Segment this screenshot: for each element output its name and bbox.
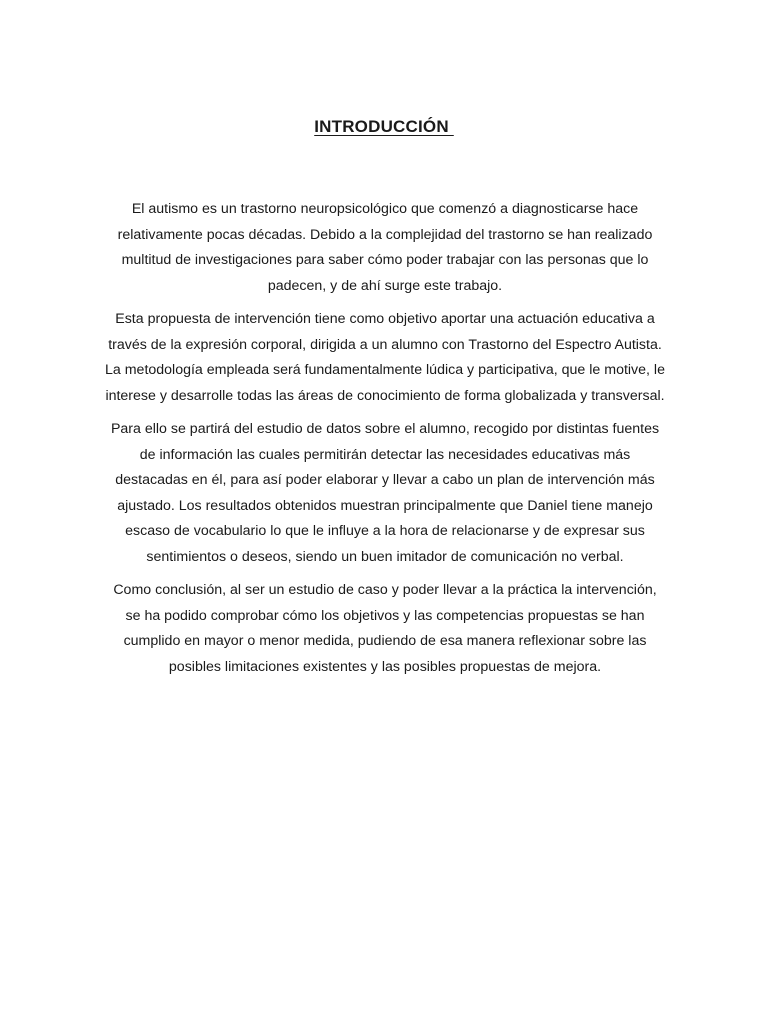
document-body (105, 197, 665, 688)
page-title: INTRODUCCIÓN (314, 117, 454, 136)
paragraph-method: Para ello se partirá del estudio de datos sobre el alumno, recogido por distintas fuentes de información las cuales permitirán detectar las necesidades educativas más destacadas en él, para así poder elaborar y llevar a cabo un plan de intervención más ajustado. Los resultados obtenidos muestran principalmente que Daniel tiene manejo escaso de vocabulario lo que le influye a la hora de relacionarse y de expresar sus sentimientos o deseos, siendo un buen imitador de comunicación no verbal. (110, 421, 660, 565)
paragraph-intro: El autismo es un trastorno neuropsicológico que comenzó a diagnosticarse hace relativamente pocas décadas. Debido a la complejidad del trastorno se han realizado multitud de investigaciones para saber cómo poder trabajar con las personas que lo padecen, y de ahí surge este trabajo. (117, 201, 653, 294)
paragraph-conclusion: Como conclusión, al ser un estudio de caso y poder llevar a la práctica la intervención, se ha podido comprobar cómo los objetivos y las competencias propuestas se han cumplido en mayor o menor medida, pudiendo de esa manera reflexionar sobre las posibles limitaciones existentes y las posibles propuestas de mejora. (113, 582, 657, 675)
paragraph-proposal: Esta propuesta de intervención tiene como objetivo aportar una actuación educativa a través de la expresión corporal, dirigida a un alumno con Trastorno del Espectro Autista. La metodología empleada será fundamentalmente lúdica y participativa, que le motive, le interese y desarrolle todas las áreas de conocimiento de forma globalizada y transversal. (105, 311, 665, 404)
